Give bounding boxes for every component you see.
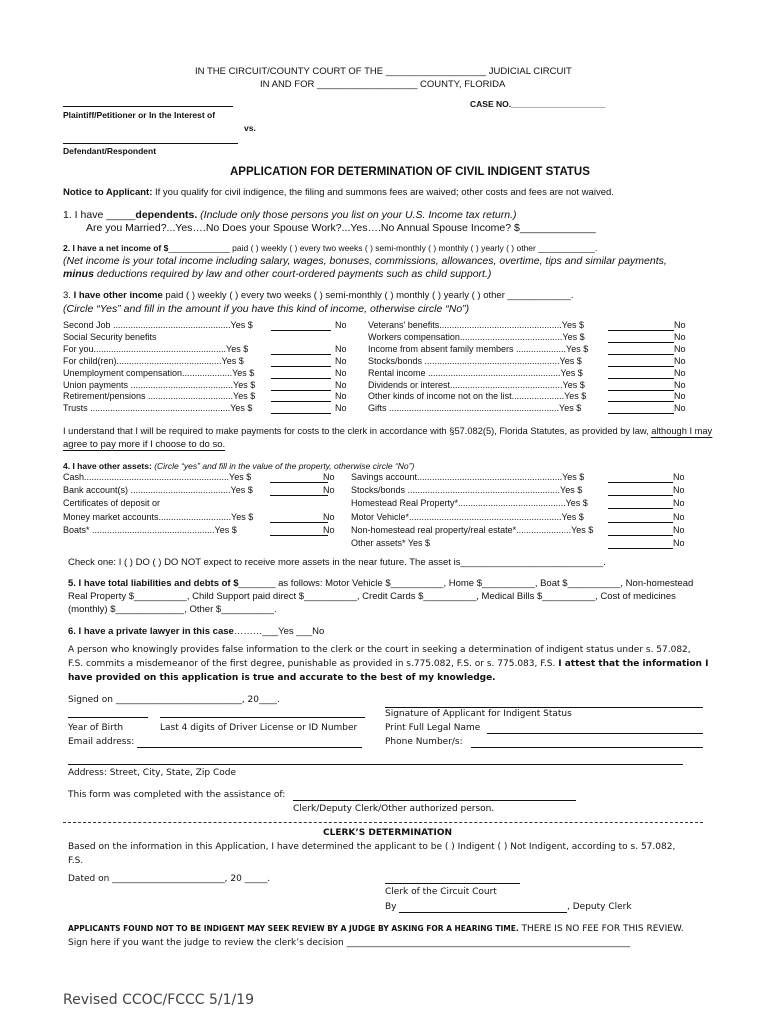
question-private-lawyer[interactable]: 6. I have a private lawyer in this case………___Yes ___No	[68, 626, 325, 637]
net-income-explanation: (Net income is your total income including salary, wages, bonuses, commissions, allowances, overtime, tips and similar payments,	[63, 255, 667, 267]
defendant-line[interactable]	[63, 143, 238, 144]
attestation: have provided on this application is true and accurate to the best of my knowledge.	[68, 673, 496, 683]
no-option[interactable]: No	[674, 367, 686, 378]
payment-understanding-2: agree to pay more if I choose to do so.	[63, 439, 226, 450]
amount-line[interactable]	[608, 535, 673, 536]
perjury-warning: A person who knowingly provides false information to the clerk or the court in seeking a determination of indigent status under s. 57.082,	[68, 645, 691, 655]
item-label: Unemployment compensation....................Yes $	[63, 367, 255, 378]
item-label: Second Job ...............................................Yes $	[63, 320, 253, 330]
email-line[interactable]	[137, 747, 362, 748]
clerk-determination[interactable]: Based on the information in this Application, I have determined the applicant to be ( ) Indigent ( ) Not Indigent, according to s. 57.082,	[68, 842, 676, 852]
review-notice: APPLICANTS FOUND NOT TO BE INDIGENT MAY SEEK REVIEW BY A JUDGE BY ASKING FOR A HEARING TIME. THERE IS NO FEE FOR THIS REVIEW.	[68, 924, 684, 934]
no-option[interactable]: No	[335, 320, 347, 330]
plaintiff-label: Plaintiff/Petitioner or In the Interest of	[63, 110, 216, 120]
amount-line[interactable]	[608, 482, 673, 483]
no-option[interactable]: No	[335, 403, 347, 414]
amount-line[interactable]	[608, 378, 674, 379]
liabilities-line-3[interactable]: (monthly) $_____________, Other $__________.	[68, 604, 277, 615]
no-option[interactable]: No	[673, 511, 685, 522]
county-line: IN AND FOR ___________________ COUNTY, FLORIDA	[260, 79, 506, 90]
item-label: Non-homestead real property/real estate*......................Yes $	[351, 524, 594, 535]
amount-line[interactable]	[271, 413, 331, 414]
no-option[interactable]: No	[674, 355, 686, 366]
no-option[interactable]: No	[335, 343, 347, 354]
item-label: Bank account(s) ........................................Yes $	[63, 485, 253, 496]
year-of-birth-line[interactable]	[68, 717, 148, 718]
no-option[interactable]: No	[673, 524, 685, 535]
spouse-questions[interactable]: Are you Married?...Yes….No Does your Spouse Work?...Yes….No Annual Spouse Income? $_____________	[86, 222, 596, 234]
applicant-signature-line[interactable]	[385, 707, 703, 708]
amount-line[interactable]	[271, 401, 331, 402]
phone-label: Phone Number/s:	[385, 737, 463, 747]
no-option[interactable]: No	[673, 485, 685, 496]
amount-line[interactable]	[271, 366, 331, 367]
net-income-explanation-2: minus deductions required by law and other court-ordered payments such as child support.)	[63, 268, 492, 280]
amount-line[interactable]	[271, 378, 331, 379]
no-option[interactable]: No	[673, 472, 685, 482]
clerk-heading: CLERK’S DETERMINATION	[323, 828, 453, 838]
item-label: Other assets* Yes $	[351, 538, 431, 548]
by-label: By	[385, 902, 397, 912]
clerk-determination-2: F.S.	[68, 856, 84, 866]
no-option[interactable]: No	[335, 367, 347, 378]
phone-line[interactable]	[471, 747, 703, 748]
other-income-instruction: (Circle “Yes” and fill in the amount if you have this kind of income, otherwise circle “No”)	[63, 303, 470, 315]
amount-line[interactable]	[608, 366, 674, 367]
amount-line[interactable]	[608, 413, 674, 414]
item-label: Union payments .........................................Yes $	[63, 379, 256, 390]
item-label: Retirement/pensions ..................................Yes $	[63, 391, 256, 402]
item-label: Trusts ........................................................Yes $	[63, 403, 253, 414]
clerk-of-court-label: Clerk of the Circuit Court	[385, 887, 497, 897]
item-label: For you.....................................................Yes $	[63, 343, 249, 354]
no-option[interactable]: No	[335, 355, 347, 366]
vs-label: vs.	[244, 123, 256, 133]
no-option[interactable]: No	[674, 320, 686, 330]
amount-line[interactable]	[270, 482, 328, 483]
item-label: Rental income .....................................................Yes $	[368, 367, 583, 378]
item-label: Homestead Real Property*...........................................Yes $	[351, 498, 588, 509]
applicant-signature-label: Signature of Applicant for Indigent Status	[385, 709, 572, 719]
amount-line[interactable]	[608, 354, 674, 355]
license-digits-label: Last 4 digits of Driver License or ID Number	[160, 723, 358, 733]
question-dependents: 1. I have _____dependents. (Include only those persons you list on your U.S. Income tax return.)	[63, 209, 517, 221]
no-option[interactable]: No	[674, 379, 686, 390]
amount-line[interactable]	[270, 535, 328, 536]
signed-on[interactable]: Signed on ____________________________, 20____.	[68, 695, 280, 705]
notice-text: Notice to Applicant: If you qualify for civil indigence, the filing and summons fees are waived; other costs and fees are not waived.	[63, 187, 614, 198]
judge-review-signature[interactable]: Sign here if you want the judge to review the clerk’s decision _______________________________________________________________	[68, 938, 631, 948]
amount-line[interactable]	[608, 495, 673, 496]
item-label: Other kinds of income not on the list.....................Yes $	[368, 391, 587, 402]
question-liabilities[interactable]: 5. I have total liabilities and debts of $_______ as follows: Motor Vehicle $__________, Home $__________, Boat $__________, Non-homestead	[68, 578, 694, 589]
no-option[interactable]: No	[323, 472, 335, 482]
deputy-clerk-label: , Deputy Clerk	[567, 902, 632, 912]
print-name-label: Print Full Legal Name	[385, 723, 481, 733]
item-label: Workers compensation.........................................Yes $	[368, 331, 585, 342]
amount-line[interactable]	[271, 390, 331, 391]
item-label: Stocks/bonds .............................................................Yes $	[351, 485, 583, 496]
defendant-label: Defendant/Respondent	[63, 146, 157, 156]
item-label: Savings account..........................................................Yes $	[351, 472, 585, 482]
clerk-signature-line[interactable]	[385, 883, 520, 884]
no-option[interactable]: No	[673, 538, 685, 548]
plaintiff-line[interactable]	[63, 106, 233, 107]
form-title: APPLICATION FOR DETERMINATION OF CIVIL INDIGENT STATUS	[230, 166, 590, 178]
no-option[interactable]: No	[674, 331, 686, 342]
revision-footer: Revised CCOC/FCCC 5/1/19	[63, 992, 255, 1008]
amount-line[interactable]	[608, 508, 673, 509]
question-net-income[interactable]: 2. I have a net income of $_____________ paid ( ) weekly ( ) every two weeks ( ) semi-monthly ( ) monthly ( ) yearly ( ) other ____________.	[63, 243, 598, 253]
payment-understanding: I understand that I will be required to make payments for costs to the clerk in accordance with §57.082(5), Florida Statutes, as provided by law, although I may	[63, 426, 713, 437]
perjury-warning-2: F.S. commits a misdemeanor of the first degree, punishable as provided in s.775.082, F.S. or s. 775.083, F.S. I attest that the information I	[68, 659, 709, 669]
year-of-birth-label: Year of Birth	[68, 723, 124, 733]
future-assets[interactable]: Check one: I ( ) DO ( ) DO NOT expect to receive more assets in the near future. The asset is___________________________.	[68, 557, 606, 568]
item-label: Certificates of deposit or	[63, 498, 161, 509]
amount-line[interactable]	[608, 330, 674, 331]
clerk-role-label: Clerk/Deputy Clerk/Other authorized person.	[293, 804, 495, 814]
amount-line[interactable]	[608, 522, 673, 523]
print-name-line[interactable]	[487, 733, 703, 734]
item-label: For child(ren)..........................................Yes $	[63, 355, 244, 366]
address-label: Address: Street, City, State, Zip Code	[68, 768, 236, 778]
no-option[interactable]: No	[335, 379, 347, 390]
no-option[interactable]: No	[674, 391, 686, 402]
no-option[interactable]: No	[323, 524, 335, 535]
assistance-label: This form was completed with the assistance of:	[68, 790, 286, 800]
amount-line[interactable]	[608, 401, 674, 402]
clerk-dated-on[interactable]: Dated on _________________________, 20 _____.	[68, 874, 271, 884]
no-option[interactable]: No	[674, 403, 686, 414]
amount-line[interactable]	[608, 390, 674, 391]
email-label: Email address:	[68, 737, 135, 747]
no-option[interactable]: No	[673, 498, 685, 509]
item-label: Motor Vehicle*.............................................................Yes $	[351, 511, 584, 522]
amount-line[interactable]	[270, 522, 328, 523]
amount-line[interactable]	[608, 342, 674, 343]
no-option[interactable]: No	[323, 511, 335, 522]
item-label: Cash..........................................................Yes $	[63, 472, 252, 482]
section-divider	[63, 822, 703, 823]
item-label: Money market accounts.............................Yes $	[63, 511, 254, 522]
item-label: Income from absent family members ....................Yes $	[368, 343, 589, 354]
item-label: Gifts ....................................................................Yes $	[368, 403, 582, 414]
amount-line[interactable]	[271, 330, 331, 331]
case-number[interactable]: CASE NO.____________________	[470, 99, 606, 109]
amount-line[interactable]	[608, 548, 673, 549]
item-label: Stocks/bonds ......................................................Yes $	[368, 355, 582, 366]
address-line[interactable]	[68, 764, 683, 765]
item-label: Social Security benefits	[63, 331, 157, 342]
no-option[interactable]: No	[335, 391, 347, 402]
question-other-income[interactable]: 3. I have other income paid ( ) weekly ( ) every two weeks ( ) semi-monthly ( ) monthly ( ) yearly ( ) other ____________.	[63, 290, 574, 301]
assistance-line[interactable]	[293, 800, 576, 801]
amount-line[interactable]	[270, 495, 328, 496]
item-label: Dividends or interest.............................................Yes $	[368, 379, 585, 390]
no-option[interactable]: No	[674, 343, 686, 354]
deputy-signature-line[interactable]	[399, 912, 567, 913]
liabilities-line-2[interactable]: Real Property $__________, Child Support paid direct $__________, Credit Cards $__________, Medical Bills $__________, Cost of medicines	[68, 591, 676, 602]
item-label: Veterans' benefits.................................................Yes $	[368, 320, 584, 330]
question-other-assets: 4. I have other assets: (Circle “yes” and fill in the value of the property, otherwise circle “No”)	[63, 461, 415, 471]
court-line: IN THE CIRCUIT/COUNTY COURT OF THE ___________________ JUDICIAL CIRCUIT	[195, 66, 572, 77]
no-option[interactable]: No	[323, 485, 335, 496]
license-digits-line[interactable]	[160, 717, 365, 718]
amount-line[interactable]	[271, 354, 331, 355]
item-label: Boats* .................................................Yes $	[63, 524, 237, 535]
